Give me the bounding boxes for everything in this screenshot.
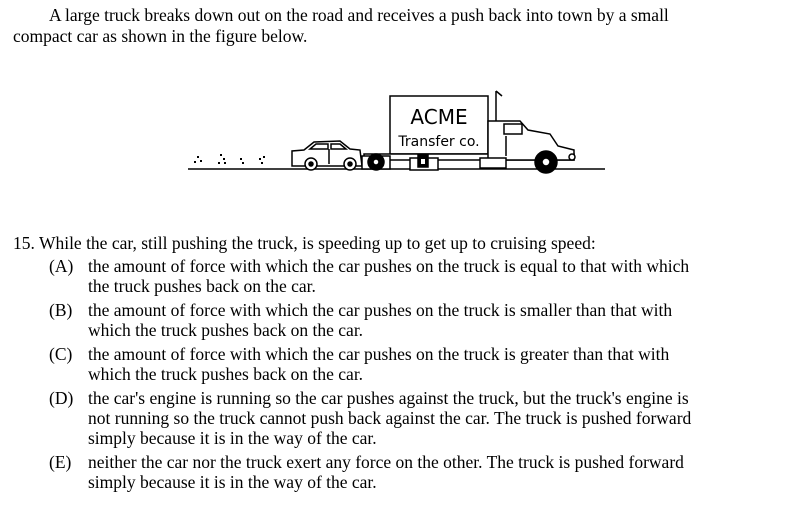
choice-letter: (C) <box>49 344 73 364</box>
choice-letter: (D) <box>49 388 74 408</box>
choice-text-line: the amount of force with which the car pushes on the truck is equal to that with which <box>88 256 690 276</box>
choice-text-line: the amount of force with which the car pushes on the truck is smaller than that with <box>88 300 673 320</box>
choice-text-line: simply because it is in the way of the car. <box>88 472 377 492</box>
choice-d[interactable] <box>13 388 788 448</box>
choice-text-line: the truck pushes back on the car. <box>88 276 316 296</box>
choice-text-line: neither the car nor the truck exert any force on the other. The truck is pushed forward <box>88 452 684 472</box>
choice-e[interactable] <box>13 452 788 492</box>
question-stem <box>13 233 788 253</box>
intro-line-1: A large truck breaks down out on the road and receives a push back into town by a small <box>49 5 669 25</box>
choice-text-line: which the truck pushes back on the car. <box>88 364 364 384</box>
choice-text-line: simply because it is in the way of the car. <box>88 428 377 448</box>
choice-letter: (A) <box>49 256 74 276</box>
choice-letter: (B) <box>49 300 73 320</box>
question-text: While the car, still pushing the truck, is speeding up to get up to cruising speed: <box>38 233 596 253</box>
choice-letter: (E) <box>49 452 72 472</box>
acme-truck <box>362 91 575 173</box>
choice-text-line: which the truck pushes back on the car. <box>88 320 364 340</box>
dust-marks <box>194 154 265 164</box>
question-number: 15. <box>13 233 35 253</box>
truck-car-figure <box>180 86 620 176</box>
choice-a[interactable] <box>13 256 788 296</box>
choice-text-line: the car's engine is running so the car pushes against the truck, but the truck's engine is <box>88 388 689 408</box>
choice-c[interactable] <box>13 344 788 384</box>
question-15 <box>13 233 788 496</box>
intro-paragraph <box>13 5 783 47</box>
truck-subtitle-label: Transfer co. <box>398 134 480 150</box>
compact-car <box>292 141 362 170</box>
intro-line-2: compact car as shown in the figure below. <box>13 26 308 46</box>
truck-brand-label: ACME <box>410 105 468 129</box>
truck-car-illustration <box>180 86 620 176</box>
choice-text-line: the amount of force with which the car pushes on the truck is greater than that with <box>88 344 670 364</box>
choice-text-line: not running so the truck cannot push back against the car. The truck is pushed forward <box>88 408 692 428</box>
choice-b[interactable] <box>13 300 788 340</box>
